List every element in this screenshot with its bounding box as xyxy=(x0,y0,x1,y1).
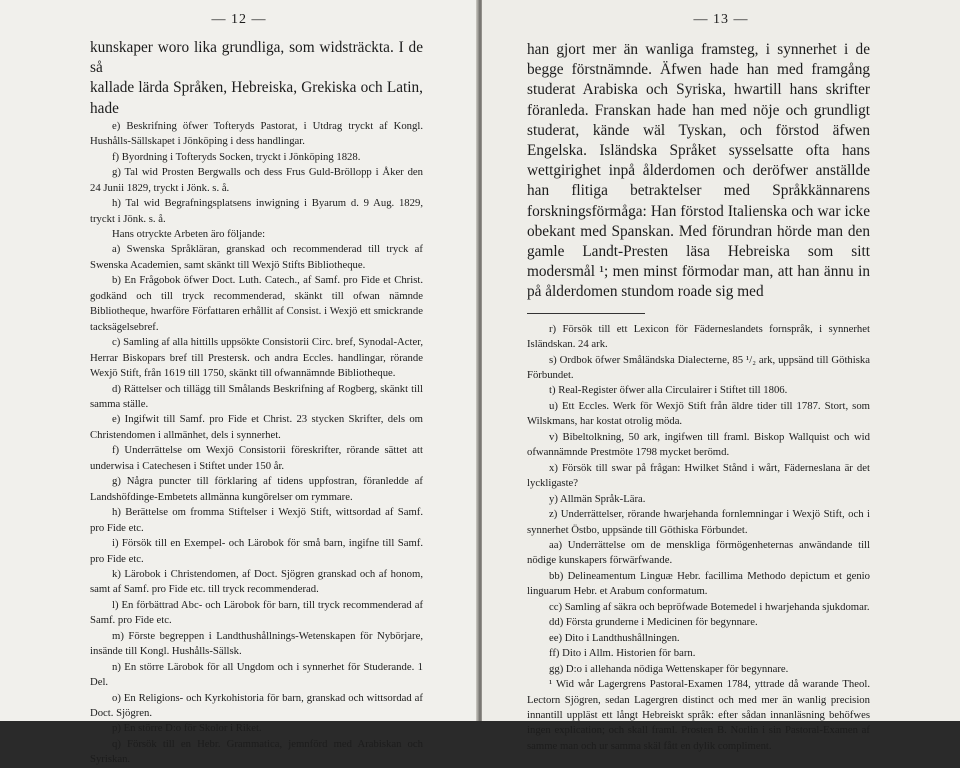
list-heading: Hans otryckte Arbeten äro följande: xyxy=(112,227,266,240)
list-item: dd) Första grunderne i Medicinen för begynnare. xyxy=(549,616,758,629)
works-list xyxy=(90,119,423,768)
list-item: cc) Samling af säkra och bepröfwade Botemedel i hwarjehanda sjukdomar. xyxy=(549,600,870,613)
list-item: k) Lärobok i Christendomen, af Doct. Sjögren granskad och af honom, samt af Samf. pro Fide etc. till tryck recommenderad. xyxy=(90,567,423,596)
continued-paragraph xyxy=(90,38,423,119)
list-item: z) Underrättelser, rörande hwarjehanda fornlemningar i Wexjö Stift, och i synnerhet Östbo, uppsände till Göthiska Förbundet. xyxy=(527,508,870,536)
list-item: r) Försök till ett Lexicon för Fäderneslandets fornspråk, i synnerhet Isländskan. 24 ark. xyxy=(527,322,870,351)
left-page xyxy=(0,0,478,766)
left-text-column xyxy=(90,38,423,768)
page-number: — 13 — xyxy=(693,12,749,27)
list-item: e) Ingifwit till Samf. pro Fide et Christ. 23 stycken Skrifter, dels om Christendomen i allmänhet, dels i synnerhet. xyxy=(90,413,423,441)
list-item: ff) Dito i Allm. Historien för barn. xyxy=(549,647,696,660)
list-item: b) En Frågobok öfwer Doct. Luth. Catech., af Samf. pro Fide et Christ. godkänd och till tryck recommenderad, skänkt till ofwan nämnde Bibliotheque, hwarföre Författaren erhållit af Consist. i Wexjö ett smickrande tacksägelsebref. xyxy=(90,274,423,333)
list-item: d) Rättelser och tillägg till Smålands Beskrifning af Rogberg, skänkt till samma ställe. xyxy=(90,382,423,410)
list-item: gg) D:o i allehanda nödiga Wettenskaper för begynnare. xyxy=(549,662,789,675)
list-item: bb) Delineamentum Linguæ Hebr. facillima Methodo depictum et genio linguarum Hebr. et Arabum conformatum. xyxy=(527,569,870,598)
list-item: f) Byordning i Tofteryds Socken, tryckt i Jönköping 1828. xyxy=(112,150,361,163)
works-list xyxy=(527,322,870,755)
list-item: h) Berättelse om fromma Stiftelser i Wexjö Stift, wittsordad af Samf. pro Fide etc. xyxy=(90,506,423,534)
list-item: e) Beskrifning öfwer Tofteryds Pastorat, i Utdrag tryckt af Kongl. Hushålls-Sällskapet i Jönköping i dess handlingar. xyxy=(90,119,423,148)
paragraph-text: han gjort mer än wanliga framsteg, i synnerhet i de begge förstnämnde. Äfwen hade han med framgång studerat Arabiska och Syriska, hwartill hans skrifter föranleda. Franskan hade han med nöje och grundligt studerat, kände wäl Tyskan, och förstod äfwen Engelska. Isländska Språket sysselsatte ofta hans wettgirighet inpå ålderdomen och deröfwer anställde han flitiga betraktelser med Språkkännarens forskningsförmåga: Han förstod Italienska och war icke obekant med Spanskan. Med förundran hörde man den gamle Landt-Presten läsa Hebreiska som sitt modersmål ¹; men minst förmodar man, att han ännu in på ålderdomen stundom roade sig med xyxy=(527,41,870,301)
list-item: h) Tal wid Begrafningsplatsens inwigning i Byarum d. 9 Aug. 1829, tryckt i Jönk. s. å. xyxy=(90,197,423,225)
list-item: f) Underrättelse om Wexjö Consistorii föreskrifter, rörande sättet att underwisa i Catechesen i Stiftet under 150 år. xyxy=(90,444,423,472)
list-item: c) Samling af alla hittills uppsökte Consistorii Circ. bref, Synodal-Acter, Herrar Biskopars bref till Prestersk. och andra Eccles. handlingar, rörande Wexjö Stift, från 1619 till 1750, skänkt till ofwannämnde Bibliotheque. xyxy=(90,336,423,380)
text-line: kallade lärda Språken, Hebreiska, Grekiska och Latin, hade xyxy=(90,79,423,117)
list-item: p) En större D:o för Skolor i Riket. xyxy=(112,722,262,735)
list-item: aa) Underrättelse om de menskliga förmögenheternas anwändande till nödige kunskapers förwärfwande. xyxy=(527,538,870,567)
list-item: t) Real-Register öfwer alla Circulairer i Stiftet till 1806. xyxy=(549,384,788,397)
list-item: n) En större Lärobok för all Ungdom och i synnerhet för Studerande. 1 Del. xyxy=(90,660,423,689)
list-item: g) Tal wid Prosten Bergwalls och dess Frus Guld-Bröllopp i Åker den 24 Junii 1829, tryckt i Jönk. s. å. xyxy=(90,166,423,194)
right-text-column xyxy=(527,40,870,754)
list-item: x) Försök till swar på frågan: Hwilket Stånd i wårt, Fäderneslana är det lyckligaste? xyxy=(527,461,870,490)
list-item: i) Försök till en Exempel- och Lärobok för små barn, ingifne till Samf. pro Fide etc. xyxy=(90,537,423,565)
list-item: m) Förste begreppen i Landthushållnings-Wetenskapen för Nybörjare, insände till Kongl. Hushålls-Sällsk. xyxy=(90,629,423,658)
right-page xyxy=(482,0,960,752)
text-line: kunskaper woro lika grundliga, som widsträckta. I de så xyxy=(90,39,423,77)
list-item: a) Swenska Språkläran, granskad och recommenderad till tryck af Swenska Academien, samt skänkt till Wexjö Stifts Bibliotheque. xyxy=(90,243,423,271)
main-paragraph xyxy=(527,40,870,303)
list-item: u) Ett Eccles. Werk för Wexjö Stift från äldre tider till 1787. Stort, som Wilskmans, har kostat otrolig möda. xyxy=(527,399,870,428)
footnote: ¹ Wid wår Lagergrens Pastoral-Examen 1784, yttrade då warande Theol. Lectorn Sjögren, sedan Lagergren distinct och med mer än wanlig precision innantill uppläst ett långt Hebreiskt språk: efter sådan innanläsning behöfwes ingen explication; och skall framl. Prosten B. Norlin i sin Pastoral-Examen af samme man och ur samma skäl fått en dylik compliment. xyxy=(527,678,870,752)
list-item: v) Bibeltolkning, 50 ark, ingifwen till framl. Biskop Wallquist och wid ofwannämnde Prestmöte 1798 mycket berömd. xyxy=(527,430,870,459)
list-item: s) Ordbok öfwer Småländska Dialecterne, 85 ¹/₂ ark, uppsänd till Göthiska Förbundet. xyxy=(527,353,870,381)
list-item: y) Allmän Språk-Lära. xyxy=(549,492,646,505)
list-item: o) En Religions- och Kyrkohistoria för barn, granskad och wittsordad af Doct. Sjögren. xyxy=(90,691,423,720)
list-item: ee) Dito i Landthushållningen. xyxy=(549,631,680,644)
page-number: — 12 — xyxy=(211,12,267,27)
list-item: g) Några puncter till förklaring af tidens uppfostran, föranledde af Landshöfdinge-Embetets allmänna kungörelser om rymmare. xyxy=(90,475,423,503)
footnote-rule xyxy=(527,313,645,314)
list-item: q) Försök till en Hebr. Grammatica, jemnförd med Arabiskan och Syriskan. xyxy=(90,737,423,766)
list-item: l) En förbättrad Abc- och Lärobok för barn, till tryck recommenderad af Samf. pro Fide etc. xyxy=(90,598,423,627)
